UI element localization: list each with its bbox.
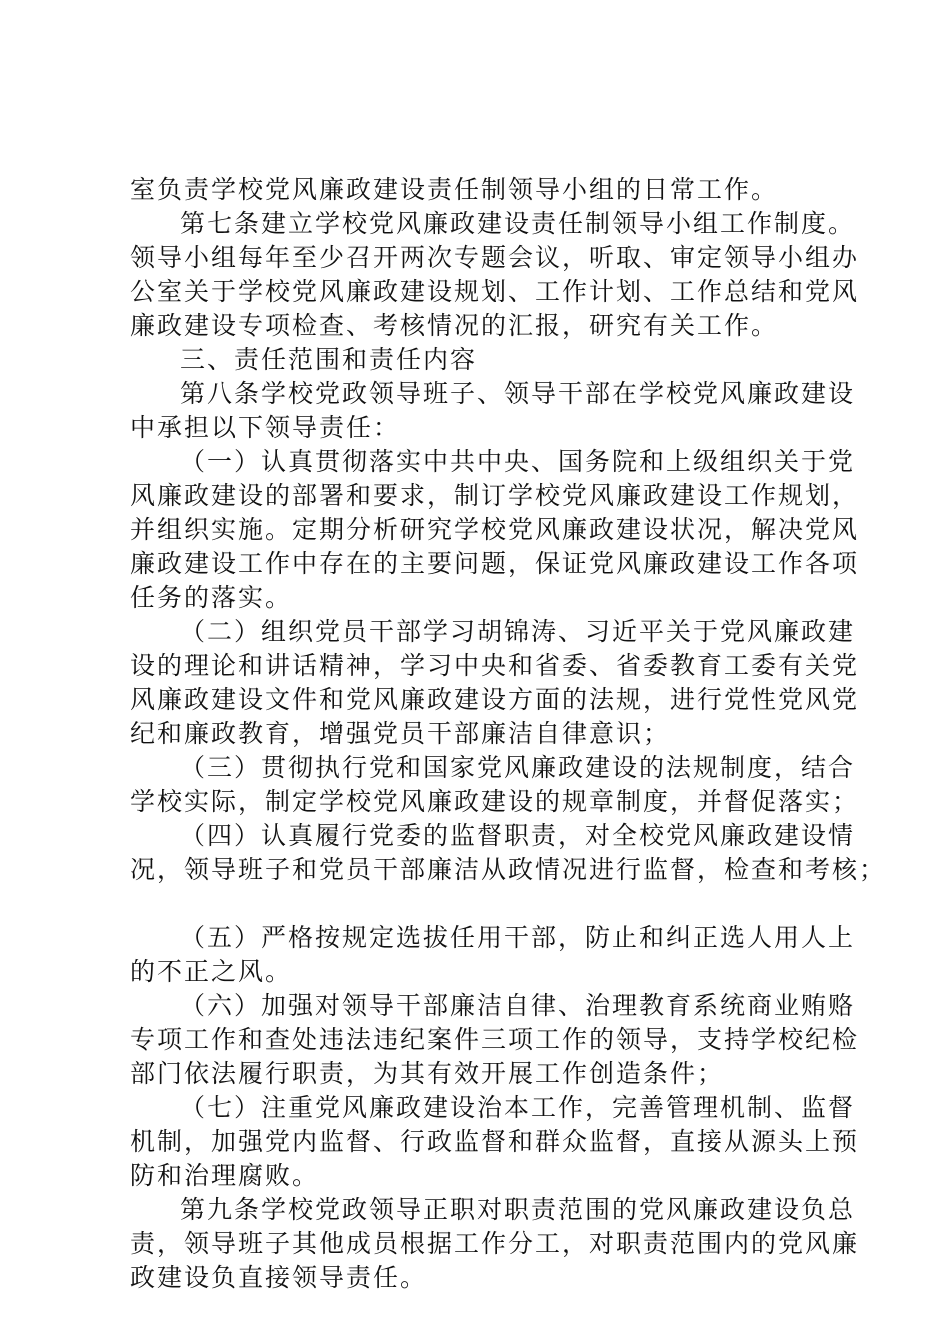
- text-line: 领导小组每年至少召开两次专题会议，听取、审定领导小组办: [130, 243, 860, 272]
- text-line: 责，领导班子其他成员根据工作分工，对职责范围内的党风廉: [130, 1229, 860, 1258]
- text-line: （五）严格按规定选拔任用干部，防止和纠正选人用人上: [180, 923, 856, 952]
- text-line: （六）加强对领导干部廉洁自律、治理教育系统商业贿赂: [180, 991, 856, 1020]
- text-line: 风廉政建设的部署和要求，制订学校党风廉政建设工作规划，: [130, 481, 860, 510]
- text-line: 廉政建设专项检查、考核情况的汇报，研究有关工作。: [130, 311, 779, 340]
- text-line: 风廉政建设文件和党风廉政建设方面的法规，进行党性党风党: [130, 685, 860, 714]
- text-line: （一）认真贯彻落实中共中央、国务院和上级组织关于党: [180, 447, 856, 476]
- section-heading: 三、责任范围和责任内容: [180, 345, 478, 374]
- text-line: 政建设负直接领导责任。: [130, 1263, 428, 1292]
- text-line: （四）认真履行党委的监督职责，对全校党风廉政建设情: [180, 821, 856, 850]
- text-line: 中承担以下领导责任：: [130, 413, 401, 442]
- text-line: 第九条学校党政领导正职对职责范围的党风廉政建设负总: [180, 1195, 856, 1224]
- text-line: 第八条学校党政领导班子、领导干部在学校党风廉政建设: [180, 379, 856, 408]
- text-line: 防和治理腐败。: [130, 1161, 320, 1190]
- text-line: 并组织实施。定期分析研究学校党风廉政建设状况，解决党风: [130, 515, 860, 544]
- text-line: 公室关于学校党风廉政建设规划、工作计划、工作总结和党风: [130, 277, 860, 306]
- text-line: 设的理论和讲话精神，学习中央和省委、省委教育工委有关党: [130, 651, 860, 680]
- text-line: （七）注重党风廉政建设治本工作，完善管理机制、监督: [180, 1093, 856, 1122]
- text-line: （三）贯彻执行党和国家党风廉政建设的法规制度，结合: [180, 753, 856, 782]
- text-line: 第七条建立学校党风廉政建设责任制领导小组工作制度。: [180, 209, 856, 238]
- text-line: 部门依法履行职责，为其有效开展工作创造条件；: [130, 1059, 725, 1088]
- text-line: 室负责学校党风廉政建设责任制领导小组的日常工作。: [130, 175, 779, 204]
- text-line: 纪和廉政教育，增强党员干部廉洁自律意识；: [130, 719, 671, 748]
- text-line: 机制，加强党内监督、行政监督和群众监督，直接从源头上预: [130, 1127, 860, 1156]
- text-line: （二）组织党员干部学习胡锦涛、习近平关于党风廉政建: [180, 617, 856, 646]
- text-line: 廉政建设工作中存在的主要问题，保证党风廉政建设工作各项: [130, 549, 860, 578]
- text-line: 况，领导班子和党员干部廉洁从政情况进行监督，检查和考核；: [130, 855, 887, 884]
- text-line: 专项工作和查处违法违纪案件三项工作的领导，支持学校纪检: [130, 1025, 860, 1054]
- text-line: 的不正之风。: [130, 957, 293, 986]
- text-line: 学校实际，制定学校党风廉政建设的规章制度，并督促落实；: [130, 787, 860, 816]
- text-line: 任务的落实。: [130, 583, 293, 612]
